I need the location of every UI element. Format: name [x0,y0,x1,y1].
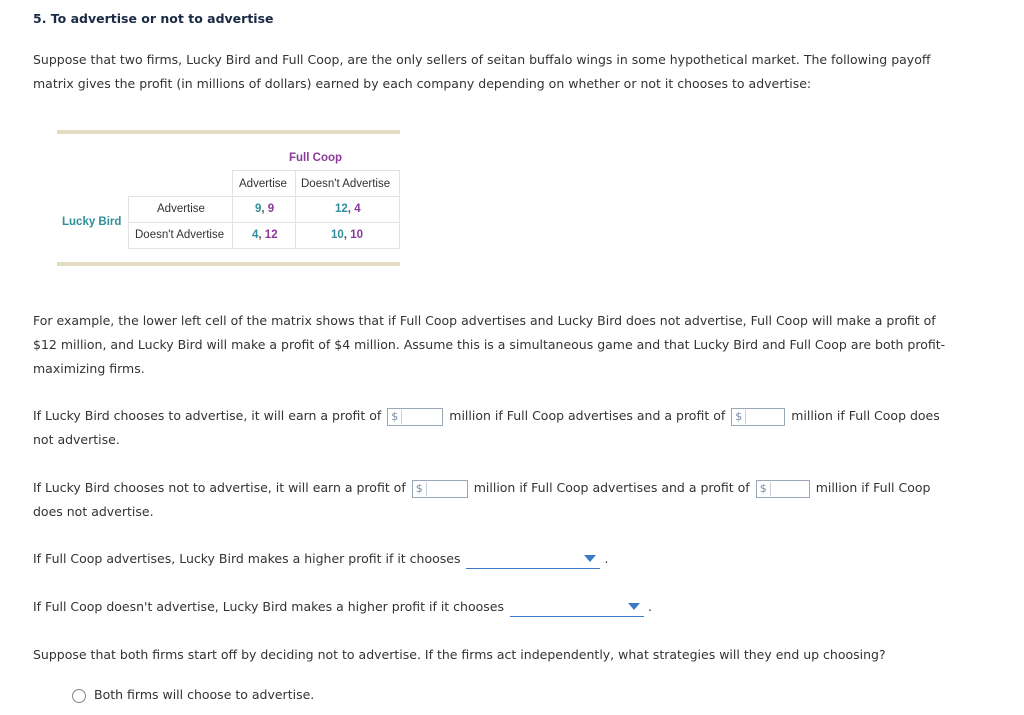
payoff-cell: 4, 12 [252,229,278,241]
q4-text: If Full Coop doesn't advertise, Lucky Bird makes a higher profit if it chooses [33,599,504,614]
option-label: Both firms will choose to advertise. [94,687,315,702]
payoff-cell: 9, 9 [255,203,275,215]
col-header-advertise: Advertise [239,178,287,190]
q3-text: If Full Coop advertises, Lucky Bird makes a higher profit if it chooses [33,551,461,566]
example-paragraph: For example, the lower left cell of the matrix shows that if Full Coop advertises and Lucky Bird does not advertise, Full Coop will make a profit of $12 million, and Lucky Bird will make a profit of $4 million. Assume this is a simultaneous game and that Lucky Bird and Full Coop are both profit-maximizing firms. [33,313,946,376]
profit-input-advertise-fc-advertises[interactable] [387,408,443,426]
question-heading: 5. To advertise or not to advertise [33,11,274,26]
profit-input-not-advertise-fc-not-advertise[interactable] [756,480,810,498]
row-player-label: Lucky Bird [62,216,122,228]
profit-input-advertise-fc-not-advertise[interactable] [731,408,785,426]
chevron-down-icon [584,555,596,562]
matrix-bottom-rule [57,262,400,266]
q2-text-1: If Lucky Bird chooses not to advertise, it will earn a profit of [33,480,406,495]
currency-label: $ [760,482,771,496]
q1-text-2: million if Full Coop advertises and a profit of [449,408,726,423]
strategy-dropdown-fc-not-advertise[interactable] [510,598,644,617]
currency-label: $ [735,410,746,424]
question-4 [33,595,963,619]
question-1 [33,404,963,452]
col-player-label: Full Coop [289,152,343,164]
matrix-top-rule [57,130,400,134]
currency-label: $ [391,410,402,424]
payoff-cell: 10, 10 [331,229,363,241]
row-header-dont-advertise: Doesn't Advertise [135,229,225,241]
q3-end: . [604,551,609,566]
q2-text-2: million if Full Coop advertises and a profit of [473,480,750,495]
question-5: Suppose that both firms start off by deciding not to advertise. If the firms act independently, what strategies will they end up choosing? [33,647,886,662]
row-header-advertise: Advertise [157,203,205,215]
currency-label: $ [416,482,427,496]
col-header-dont-advertise: Doesn't Advertise [301,178,391,190]
option-both-advertise[interactable] [72,687,314,703]
intro-paragraph: Suppose that two firms, Lucky Bird and Full Coop, are the only sellers of seitan buffalo wings in some hypothetical market. The following payoff matrix gives the profit (in millions of dollars) earned by each company depending on whether or not it chooses to advertise: [33,52,931,91]
profit-input-not-advertise-fc-advertises[interactable] [412,480,468,498]
payoff-cell: 12, 4 [335,203,361,215]
q1-text-3: million if Full Coop does not advertise. [33,408,940,447]
q1-text-1: If Lucky Bird chooses to advertise, it will earn a profit of [33,408,382,423]
q4-end: . [647,599,652,614]
question-2 [33,476,963,524]
radio-button[interactable] [72,689,86,703]
question-3 [33,547,963,571]
q2-text-3: million if Full Coop does not advertise. [33,480,931,519]
strategy-dropdown-fc-advertises[interactable] [466,550,600,569]
chevron-down-icon [628,603,640,610]
